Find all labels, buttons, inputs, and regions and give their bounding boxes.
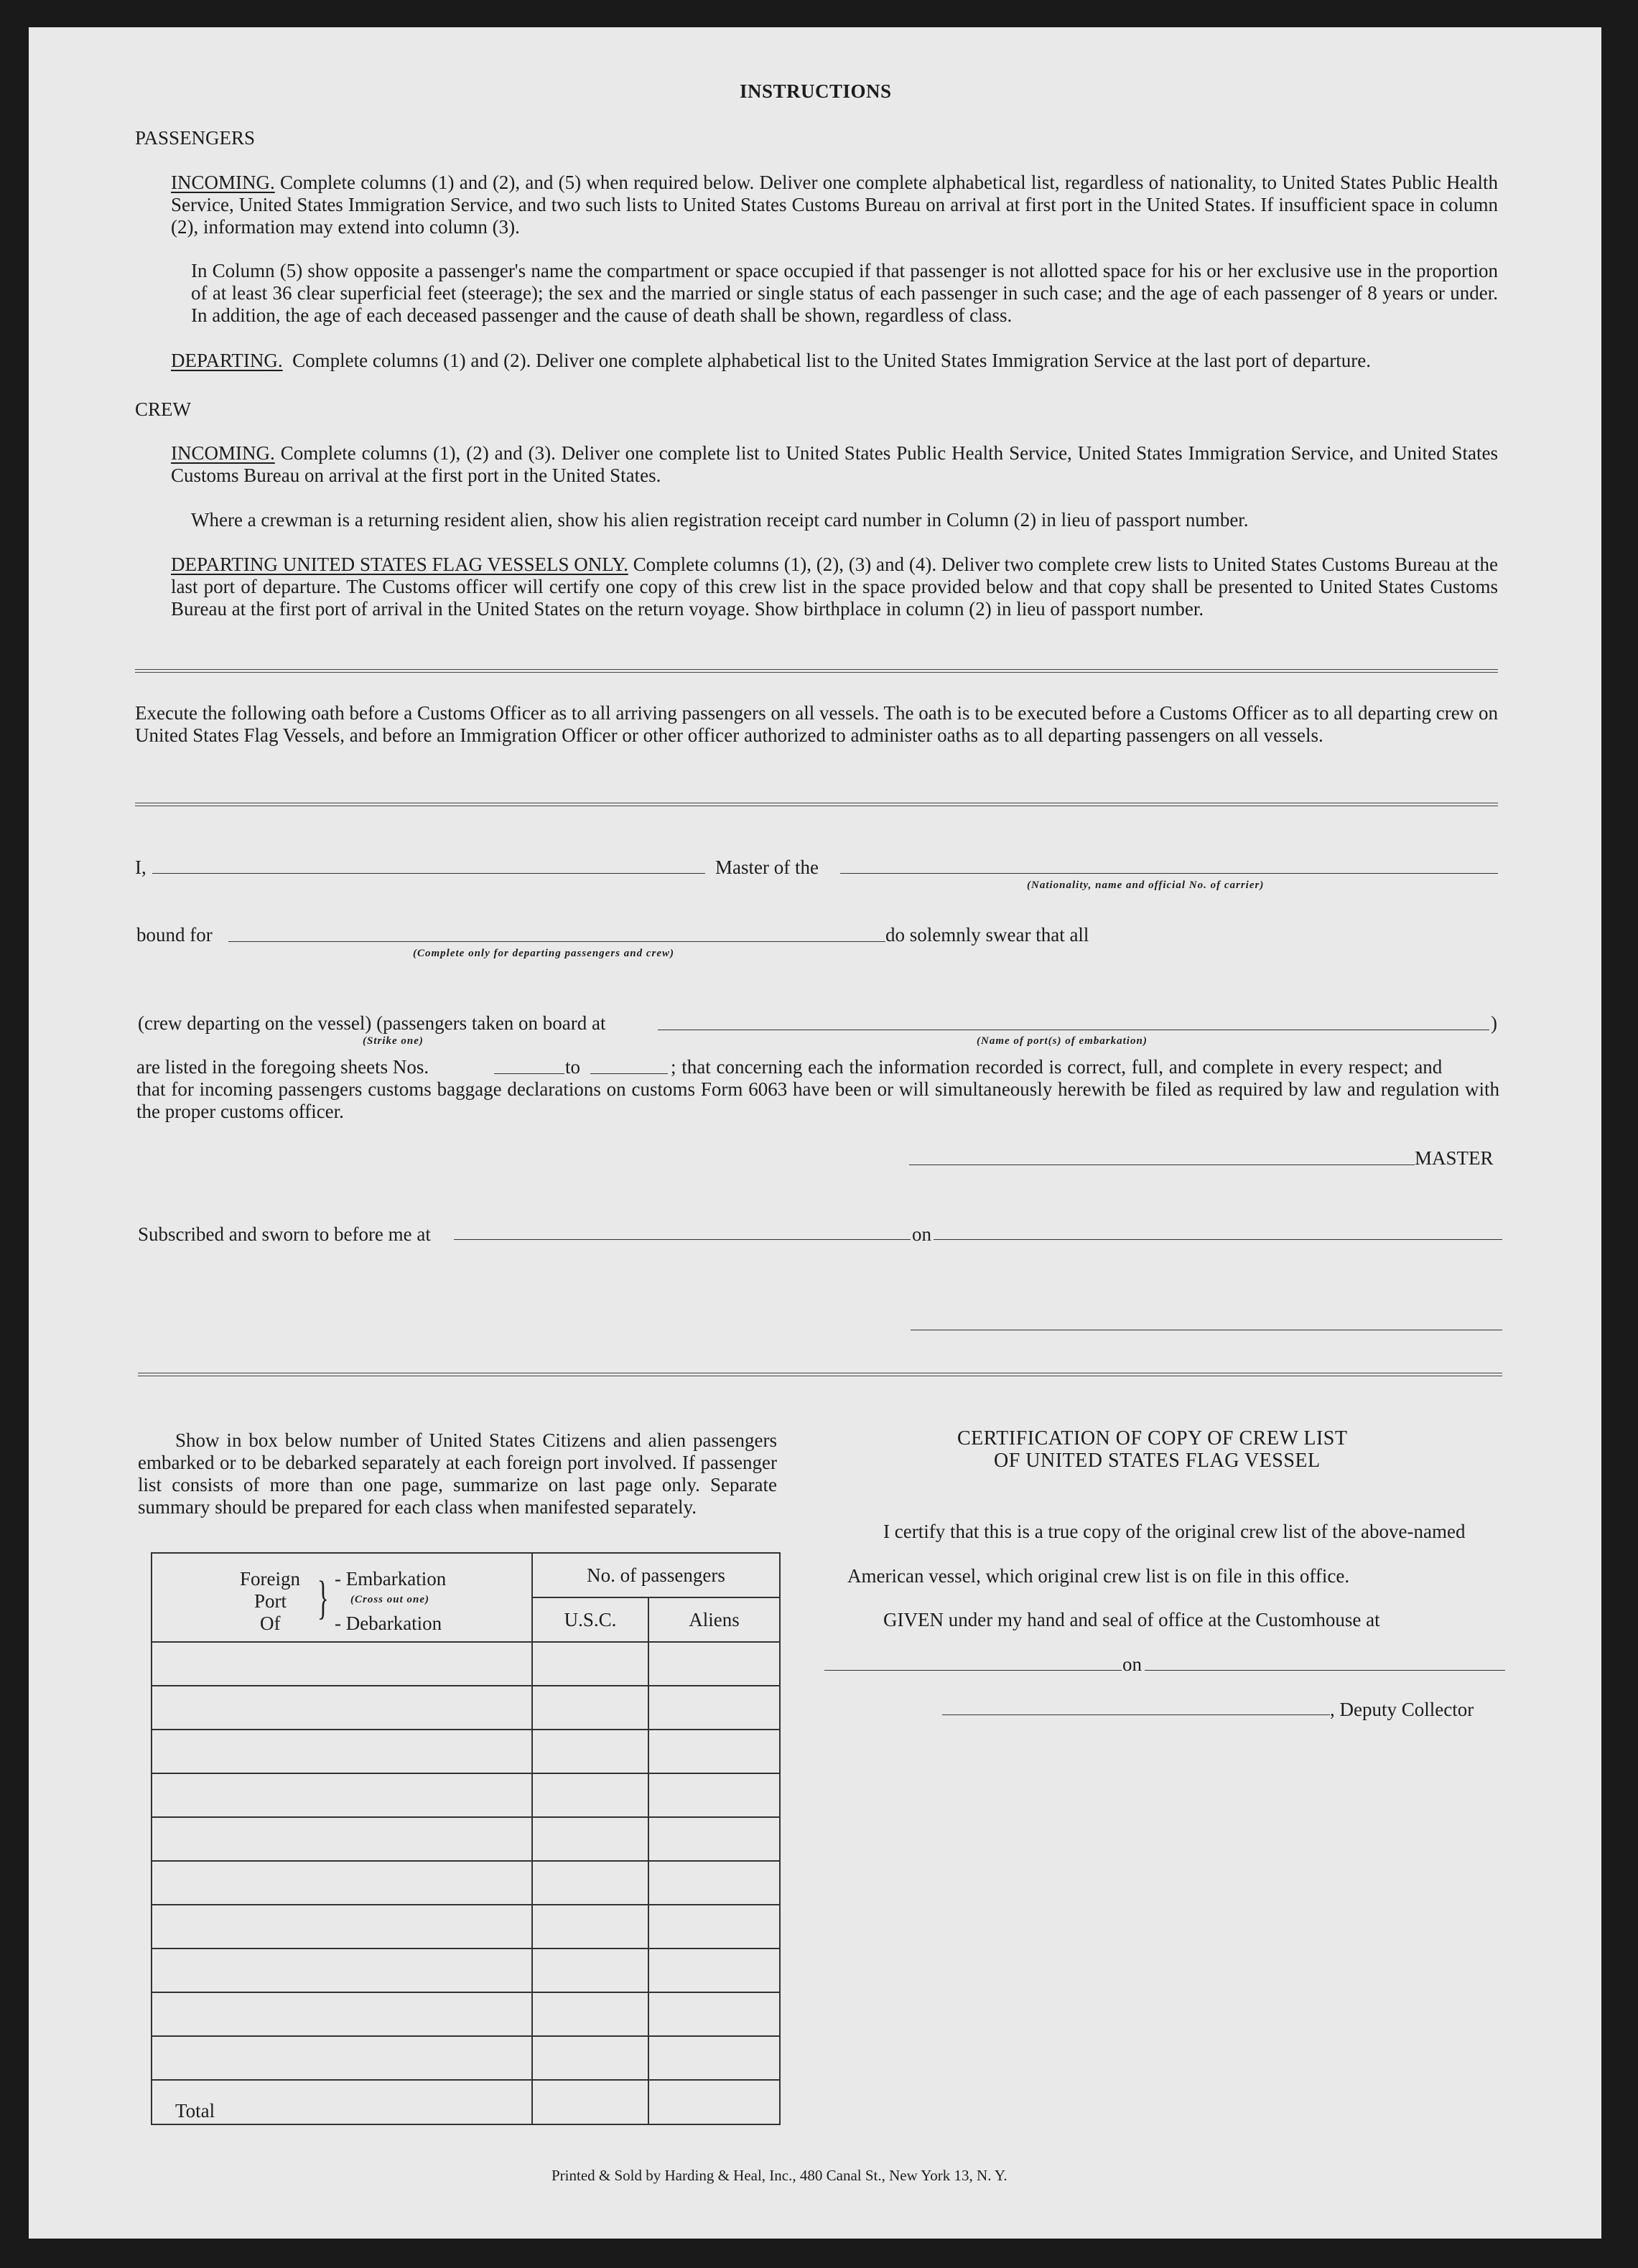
table-row	[152, 2036, 780, 2080]
sworn-place-field[interactable]	[454, 1239, 911, 1240]
deputy-signature-field[interactable]	[942, 1714, 1330, 1715]
subscribed-label: Subscribed and sworn to before me at	[138, 1223, 431, 1245]
passengers-departing-paragraph	[171, 350, 1498, 372]
passengers-heading: PASSENGERS	[135, 127, 256, 149]
carrier-field[interactable]	[840, 873, 1498, 874]
swear-text: do solemnly swear that all	[885, 924, 1089, 946]
table-row	[152, 1949, 780, 1992]
bound-for-field[interactable]	[228, 941, 885, 942]
col-port: Port	[254, 1590, 287, 1612]
divider	[135, 669, 1498, 673]
footer-printer: Printed & Sold by Harding & Heal, Inc., 480 Canal St., New York 13, N. Y.	[552, 2167, 1008, 2184]
aliens-header: Aliens	[648, 1597, 780, 1642]
col-cross-out: (Cross out one)	[350, 1594, 430, 1605]
aliens-cell[interactable]	[648, 2036, 780, 2080]
usc-cell[interactable]	[532, 1992, 648, 2036]
crew-departing-text: (crew departing on the vessel) (passengers taken on board at	[138, 1012, 606, 1034]
crew-departing-label: DEPARTING UNITED STATES FLAG VESSELS ONLY.	[171, 554, 628, 575]
port-cell[interactable]	[152, 1642, 532, 1686]
usc-cell[interactable]	[532, 1861, 648, 1905]
table-row	[152, 1642, 780, 1686]
aliens-cell[interactable]	[648, 1642, 780, 1686]
table-row	[152, 1686, 780, 1730]
col-of: Of	[260, 1613, 281, 1634]
col-debarkation: - Debarkation	[335, 1613, 442, 1634]
aliens-cell[interactable]	[648, 1949, 780, 1992]
crew-incoming-label: INCOMING.	[171, 442, 275, 464]
total-usc-cell[interactable]	[532, 2080, 648, 2124]
port-cell[interactable]	[152, 1949, 532, 1992]
port-cell[interactable]	[152, 1817, 532, 1861]
summary-instruction: Show in box below number of United States Citizens and alien passengers embarked or to be debarked separately at each foreign port involved. If passenger list consists of more than one page, summarize on last page only. Separate summary should be prepared for each class when manifested separately.	[138, 1429, 777, 1518]
divider	[138, 1373, 1502, 1376]
aliens-cell[interactable]	[648, 1861, 780, 1905]
deputy-collector-label: , Deputy Collector	[1330, 1699, 1474, 1720]
port-cell[interactable]	[152, 1773, 532, 1817]
certify-line2: American vessel, which original crew list is on file in this office.	[847, 1565, 1350, 1587]
port-cell[interactable]	[152, 1686, 532, 1730]
passengers-departing-label: DEPARTING.	[171, 350, 283, 371]
crew-heading: CREW	[135, 398, 191, 420]
listed-pre-text: are listed in the foregoing sheets Nos.	[136, 1056, 429, 1078]
given-line: GIVEN under my hand and seal of office at the Customhouse at	[883, 1609, 1380, 1630]
listed-post-text: ; that concerning each the information recorded is correct, full, and complete in every respect; and	[671, 1056, 1443, 1078]
complete-only-caption: (Complete only for departing passengers and crew)	[413, 948, 674, 959]
passengers-incoming-text: Complete columns (1) and (2), and (5) when required below. Deliver one complete alphabetical list, regardless of nationality, to United States Public Health Service, United States Immigration Service, and two such lists to United States Customs Bureau on arrival at first port in the United States. If insufficient space in column (2), information may extend into column (3).	[171, 172, 1498, 238]
table-row	[152, 1992, 780, 2036]
sheet-from-field[interactable]	[494, 1073, 564, 1074]
passengers-incoming-label: INCOMING.	[171, 172, 275, 193]
certification-date-field[interactable]	[1145, 1670, 1505, 1671]
table-row	[152, 1730, 780, 1773]
oath-i-label: I,	[135, 857, 146, 878]
port-cell[interactable]	[152, 1905, 532, 1949]
aliens-cell[interactable]	[648, 1817, 780, 1861]
crew-incoming-paragraph	[171, 442, 1498, 487]
usc-header: U.S.C.	[532, 1597, 648, 1642]
bound-for-label: bound for	[136, 924, 213, 946]
master-name-field[interactable]	[152, 873, 705, 874]
master-label: MASTER	[1415, 1147, 1494, 1169]
oath-instruction: Execute the following oath before a Customs Officer as to all arriving passengers on all vessels. The oath is to be executed before a Customs Officer as to all departing crew on United States Flag Vessels, and before an Immigration Officer or other officer authorized to administer oaths as to all departing passengers on all vessels.	[135, 702, 1498, 746]
total-label: Total	[152, 2080, 532, 2124]
master-of-the-label: Master of the	[715, 857, 819, 878]
aliens-cell[interactable]	[648, 1686, 780, 1730]
crew-departing-paragraph	[171, 554, 1498, 620]
crew-incoming-text: Complete columns (1), (2) and (3). Deliver one complete list to United States Public Health Service, United States Immigration Service, and United States Customs Bureau on arrival at the first port in the United States.	[171, 442, 1499, 486]
usc-cell[interactable]	[532, 1773, 648, 1817]
port-header-cell	[152, 1553, 532, 1642]
sworn-on-label: on	[912, 1223, 931, 1245]
port-cell[interactable]	[152, 1861, 532, 1905]
no-passengers-header: No. of passengers	[532, 1553, 780, 1597]
col-foreign: Foreign	[240, 1568, 300, 1590]
passengers-departing-text: Complete columns (1) and (2). Deliver one complete alphabetical list to the United States Immigration Service at the last port of departure.	[292, 350, 1371, 371]
usc-cell[interactable]	[532, 2036, 648, 2080]
aliens-cell[interactable]	[648, 1905, 780, 1949]
passengers-incoming-paragraph	[171, 172, 1498, 238]
close-paren: )	[1491, 1012, 1497, 1034]
crew-departing-text: Complete columns (1), (2), (3) and (4). Deliver two complete crew lists to United States Customs Bureau at the last port of departure. The Customs officer will certify one copy of this crew list in the space provided below and that copy shall be presented to United States Customs Bureau at the first port of arrival in the United States on the return voyage. Show birthplace in column (2) in lieu of passport number.	[171, 554, 1499, 620]
table-row	[152, 1905, 780, 1949]
sworn-date-field[interactable]	[934, 1239, 1502, 1240]
crew-alien-paragraph: Where a crewman is a returning resident alien, show his alien registration receipt card number in Column (2) in lieu of passport number.	[191, 509, 1249, 531]
passenger-summary-table	[151, 1552, 781, 2125]
listed-rest-text: that for incoming passengers customs baggage declarations on customs Form 6063 have been or will simultaneously herewith be filed as required by law and regulation with the proper customs officer.	[136, 1078, 1499, 1122]
usc-cell[interactable]	[532, 1642, 648, 1686]
ports-caption: (Name of port(s) of embarkation)	[977, 1035, 1148, 1047]
aliens-cell[interactable]	[648, 1730, 780, 1773]
port-cell[interactable]	[152, 1730, 532, 1773]
certification-title-line1: CERTIFICATION OF COPY OF CREW LIST	[957, 1427, 1348, 1450]
passengers-column5-paragraph: In Column (5) show opposite a passenger's name the compartment or space occupied if that passenger is not allotted space for his or her exclusive use in the proportion of at least 36 clear superficial feet (steerage); the sex and the married or single status of each passenger in such case; and the age of each passenger of 8 years or under. In addition, the age of each deceased passenger and the cause of death shall be shown, regardless of class.	[191, 260, 1498, 326]
listed-to-text: to	[565, 1056, 581, 1078]
col-embarkation: - Embarkation	[335, 1568, 447, 1590]
page-title: INSTRUCTIONS	[740, 80, 892, 102]
port-cell[interactable]	[152, 1992, 532, 2036]
aliens-cell[interactable]	[648, 1773, 780, 1817]
usc-cell[interactable]	[532, 1905, 648, 1949]
table-row	[152, 1861, 780, 1905]
table-row	[152, 1817, 780, 1861]
usc-cell[interactable]	[532, 1730, 648, 1773]
table-row	[152, 1773, 780, 1817]
port-cell[interactable]	[152, 2036, 532, 2080]
certification-title-line2: OF UNITED STATES FLAG VESSEL	[994, 1450, 1321, 1472]
certify-line1: I certify that this is a true copy of the original crew list of the above-named	[883, 1521, 1466, 1542]
left-brace-icon: }	[317, 1572, 329, 1624]
usc-cell[interactable]	[532, 1817, 648, 1861]
sheet-to-field[interactable]	[590, 1073, 668, 1074]
divider	[135, 803, 1498, 806]
usc-cell[interactable]	[532, 1686, 648, 1730]
usc-cell[interactable]	[532, 1949, 648, 1992]
aliens-cell[interactable]	[648, 1992, 780, 2036]
total-aliens-cell[interactable]	[648, 2080, 780, 2124]
strike-one-caption: (Strike one)	[363, 1035, 424, 1047]
customhouse-field[interactable]	[824, 1670, 1122, 1671]
certification-on-label: on	[1122, 1653, 1142, 1675]
nationality-caption: (Nationality, name and official No. of carrier)	[1027, 879, 1265, 891]
